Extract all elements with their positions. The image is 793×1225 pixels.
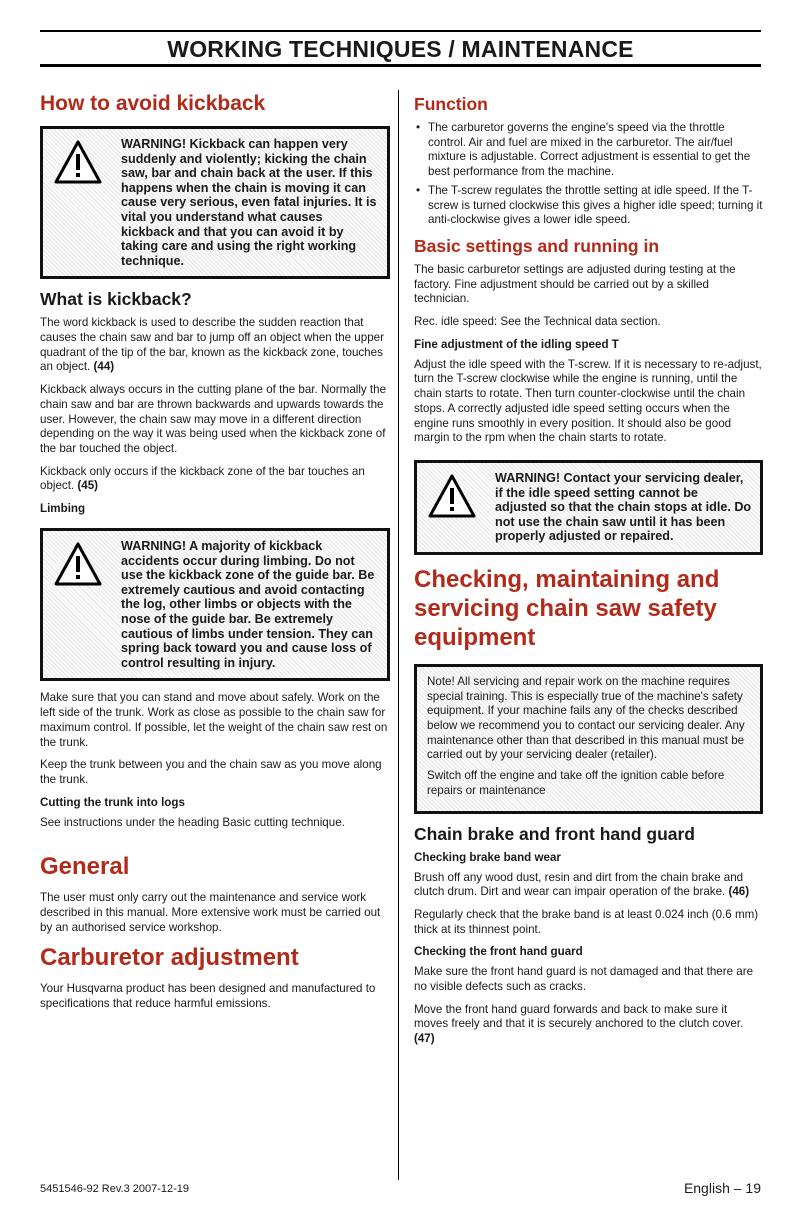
paragraph-general: The user must only carry out the maintenance and service work described in this manual. More extensive work must be carried out by an authorised service workshop. — [40, 891, 381, 934]
page-header-title: WORKING TECHNIQUES / MAINTENANCE — [167, 36, 634, 62]
left-column — [40, 92, 390, 1020]
warning-triangle-icon — [427, 473, 477, 519]
heading-carburetor-adjustment: Carburetor adjustment — [40, 944, 299, 972]
warning-text-limbing: WARNING! A majority of kickback accidents occur during limbing. Do not use the kickback zone of the guide bar. Be extremely cautious and avoid contacting the log, other limbs or objects with the nose of the guide bar. Be extremely cautious of limbs under tension. They can spring back toward you and cause loss of control resulting in injury. — [121, 539, 375, 670]
paragraph-carburetor-emissions: Your Husqvarna product has been designed and manufactured to specifications that reduce harmful emissions. — [40, 982, 376, 1011]
paragraph-see-instructions: See instructions under the heading Basic cutting technique. — [40, 815, 345, 829]
paragraph-hand-guard-damage: Make sure the front hand guard is not damaged and that there are no visible defects such as cracks. — [414, 965, 754, 994]
warning-box-idle-speed — [414, 460, 763, 555]
paragraph-brake-band-thickness: Regularly check that the brake band is at least 0.024 inch (0.6 mm) thick at its thinnest point. — [414, 907, 759, 936]
column-divider — [398, 90, 399, 1180]
right-column — [414, 92, 763, 1055]
header-rule-bottom — [40, 64, 761, 67]
warning-box-kickback — [40, 126, 390, 279]
paragraph-keep-trunk-between: Keep the trunk between you and the chain saw as you move along the trunk. — [40, 758, 382, 786]
heading-front-hand-guard: Checking the front hand guard — [414, 945, 583, 959]
paragraph-basic-settings: The basic carburetor settings are adjusted during testing at the factory. Fine adjustment should be carried out by a skilled technician. — [414, 262, 736, 306]
heading-chain-brake: Chain brake and front hand guard — [414, 823, 695, 844]
warning-box-limbing — [40, 528, 390, 681]
list-item: • The carburetor governs the engine's speed via the throttle control. Air and fuel are mixed in the carburetor. The air/fuel mixture is adjustable. Correct adjustment is essential to get the best performance from the machine. — [414, 121, 763, 180]
heading-function: Function — [414, 94, 488, 114]
note-servicing-text: Note! All servicing and repair work on the machine requires special training. This is especially true of the machine's safety equipment. If your machine fails any of the checks described below we recommend you to contact our servicing dealer. Any maintenance other than that described in this manual must be carried out by your servicing dealer (retailer). — [427, 674, 745, 762]
warning-triangle-icon — [53, 541, 103, 587]
paragraph-fine-adjustment: Adjust the idle speed with the T-screw. If it is necessary to re-adjust, turn the T-screw clockwise while the engine is running, until the chain starts to rotate. Then turn counter-clockwise until the chain stops. A correctly adjusted idle speed setting occurs when the engine runs smoothly in every position. It should also be good margin to the rpm when the chain starts to rotate. — [414, 357, 762, 445]
warning-text-kickback: WARNING! Kickback can happen very suddenly and violently; kicking the chain saw, bar and chain back at the user. If this happens when the chain is moving it can cause very serious, even fatal injuries. It is vital you understand what causes kickback and that you can avoid it by taking care and using the right working technique. — [121, 137, 377, 268]
heading-checking-safety-equipment: Checking, maintaining and servicing chain saw safety equipment — [414, 565, 720, 651]
header-rule-top — [40, 30, 761, 32]
paragraph-brush-off: Brush off any wood dust, resin and dirt from the chain brake and clutch drum. Dirt and wear can impair operation of the brake. (46) — [414, 870, 750, 899]
paragraph-rec-idle-speed: Rec. idle speed: See the Technical data section. — [414, 315, 661, 329]
heading-fine-adjustment: Fine adjustment of the idling speed T — [414, 337, 619, 351]
function-list — [414, 121, 763, 228]
paragraph-kickback-definition: The word kickback is used to describe the sudden reaction that causes the chain saw and bar to jump off an object when the upper quadrant of the tip of the bar, known as the kickback zone, touches an object. (44) — [40, 316, 384, 374]
heading-general: General — [40, 853, 130, 881]
warning-text-idle-speed: WARNING! Contact your servicing dealer, if the idle speed setting cannot be adjusted so that the chain stops at idle. Do not use the chain saw until it has been properly adjusted or repaired. — [495, 470, 752, 544]
heading-how-to-avoid-kickback: How to avoid kickback — [40, 92, 266, 115]
note-switch-off-text: Switch off the engine and take off the ignition cable before repairs or maintenance — [427, 769, 725, 797]
paragraph-kickback-zone: Kickback only occurs if the kickback zone of the bar touches an object. (45) — [40, 464, 365, 493]
paragraph-stand-safely: Make sure that you can stand and move about safely. Work on the left side of the trunk. Work as close as possible to the chain saw for maximum control. If possible, let the weight of the chain saw rest on the trunk. — [40, 691, 388, 749]
footer-document-code: 5451546-92 Rev.3 2007-12-19 — [40, 1183, 190, 1195]
list-item: • The T-screw regulates the throttle setting at idle speed. If the T-screw is turned clockwise this gives a higher idle speed; turning it anti-clockwise gives a lower idle speed. — [414, 184, 763, 228]
heading-what-is-kickback: What is kickback? — [40, 289, 192, 310]
heading-brake-band-wear: Checking brake band wear — [414, 850, 561, 864]
paragraph-cutting-plane: Kickback always occurs in the cutting plane of the bar. Normally the chain saw and bar are thrown backwards and upwards towards the user. However, the chain saw may move in a different direction depending on the way it was being used when the kickback zone of the bar touched the object. — [40, 383, 387, 455]
heading-basic-settings: Basic settings and running in — [414, 235, 660, 256]
warning-triangle-icon — [53, 139, 103, 185]
footer-page-number: English – 19 — [683, 1180, 761, 1196]
paragraph-hand-guard-movement: Move the front hand guard forwards and back to make sure it moves freely and that it is securely anchored to the clutch cover. (47) — [414, 1002, 744, 1046]
note-box-servicing — [414, 664, 763, 814]
heading-cutting-trunk: Cutting the trunk into logs — [40, 795, 185, 809]
heading-limbing: Limbing — [40, 502, 86, 516]
